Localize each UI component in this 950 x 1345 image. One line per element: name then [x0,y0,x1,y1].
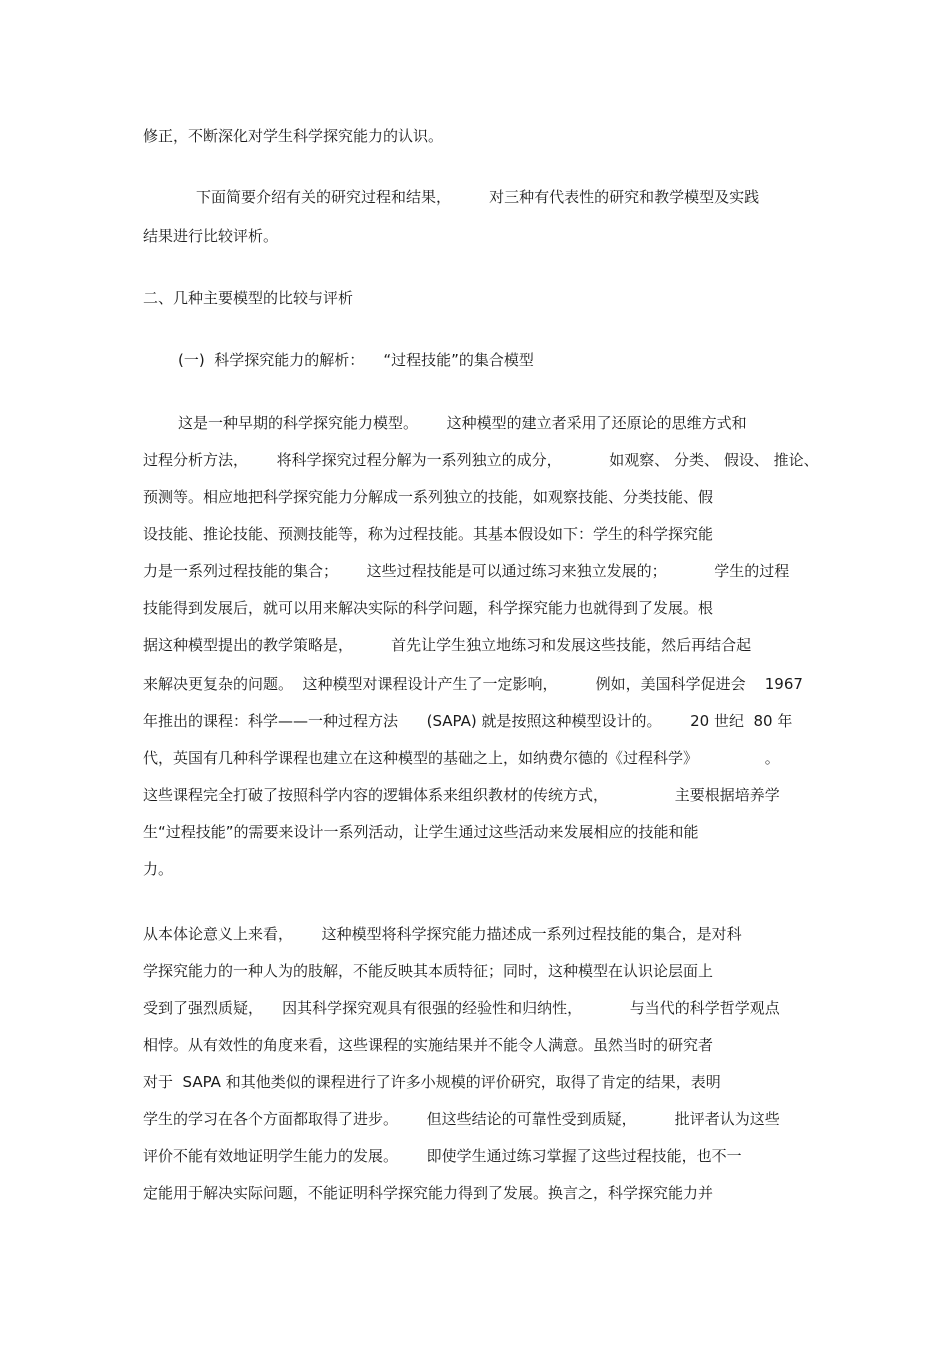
text-line: 学探究能力的一种人为的肢解，不能反映其本质特征；同时，这种模型在认识论层面上 [143,962,714,980]
text-line: 对于 SAPA 和其他类似的课程进行了许多小规模的评价研究，取得了肯定的结果，表明 [143,1073,721,1091]
text-line: 修正，不断深化对学生科学探究能力的认识。 [143,127,444,145]
text-line: 从本体论意义上来看， 这种模型将科学探究能力描述成一系列过程技能的集合，是对科 [143,925,742,943]
text-line: 定能用于解决实际问题，不能证明科学探究能力得到了发展。换言之，科学探究能力并 [143,1184,714,1202]
text-line: 来解决更复杂的问题。 这种模型对课程设计产生了一定影响， 例如，美国科学促进会 1967 [143,675,803,693]
subsection-heading: (一) 科学探究能力的解析： “过程技能”的集合模型 [178,351,534,369]
text-line: 这是一种早期的科学探究能力模型。 这种模型的建立者采用了还原论的思维方式和 [178,414,747,432]
text-line: 受到了强烈质疑， 因其科学探究观具有很强的经验性和归纳性， 与当代的科学哲学观点 [143,999,780,1017]
text-line: 这些课程完全打破了按照科学内容的逻辑体系来组织教材的传统方式， 主要根据培养学 [143,786,780,804]
text-line: 力是一系列过程技能的集合； 这些过程技能是可以通过练习来独立发展的； 学生的过程 [143,562,790,580]
text-line: 过程分析方法， 将科学探究过程分解为一系列独立的成分， 如观察、 分类、 假设、 推论、 [143,451,819,469]
text-line: 据这种模型提出的教学策略是， 首先让学生独立地练习和发展这些技能，然后再结合起 [143,636,752,654]
text-line: 预测等。相应地把科学探究能力分解成一系列独立的技能，如观察技能、分类技能、假 [143,488,714,506]
text-line: 设技能、推论技能、预测技能等，称为过程技能。其基本假设如下：学生的科学探究能 [143,525,714,543]
text-line: 结果进行比较评析。 [143,227,279,245]
text-line: 下面简要介绍有关的研究过程和结果， 对三种有代表性的研究和教学模型及实践 [196,188,760,206]
section-heading: 二、几种主要模型的比较与评析 [143,289,354,307]
text-line: 代，英国有几种科学课程也建立在这种模型的基础之上，如纳费尔德的《过程科学》 。 [143,749,780,767]
text-line: 评价不能有效地证明学生能力的发展。 即使学生通过练习掌握了这些过程技能，也不一 [143,1147,742,1165]
text-line: 相悖。从有效性的角度来看，这些课程的实施结果并不能令人满意。虽然当时的研究者 [143,1036,714,1054]
text-line: 生“过程技能”的需要来设计一系列活动，让学生通过这些活动来发展相应的技能和能 [143,823,699,841]
text-line: 年推出的课程：科学——一种过程方法 (SAPA) 就是按照这种模型设计的。 20 世纪 80 年 [143,712,793,730]
text-line: 力。 [143,860,174,878]
text-line: 技能得到发展后，就可以用来解决实际的科学问题，科学探究能力也就得到了发展。根 [143,599,714,617]
text-line: 学生的学习在各个方面都取得了进步。 但这些结论的可靠性受到质疑， 批评者认为这些 [143,1110,780,1128]
